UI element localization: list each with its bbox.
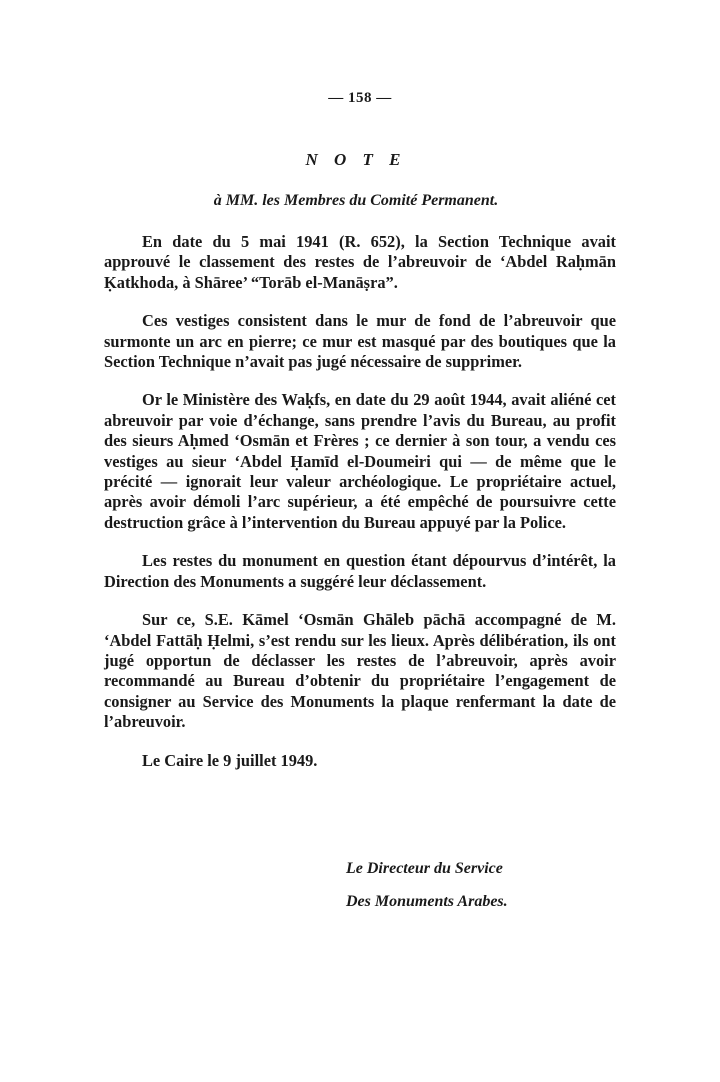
paragraph-site-visit: Sur ce, S.E. Kāmel ‘Osmān Ghāleb pāchā accompagné de M. ‘Abdel Fattāḥ Ḥelmi, s’est rendu sur les lieux. Après délibération, ils ont jugé opportun de déclasser les restes de l’abreuvoir, après avoir recommandé au Bureau d’obtenir du propriétaire l’engagement de consigner au Service des Monuments la plaque renfermant la date de l’abreuvoir.	[104, 610, 616, 732]
signature-line-2: Des Monuments Arabes.	[346, 893, 508, 910]
signature-line-1: Le Directeur du Service	[346, 860, 503, 877]
paragraph-classification: En date du 5 mai 1941 (R. 652), la Section Technique avait approuvé le classement des restes de l’abreuvoir de ‘Abdel Raḥmān Ḳatkhoda, à Shāree’ “Torāb el-Manāṣra”.	[104, 232, 616, 292]
paragraph-vestiges: Ces vestiges consistent dans le mur de fond de l’abreuvoir que surmonte un arc en pierre; ce mur est masqué par des boutiques que la Section Technique n’avait pas jugé nécessaire de supprimer.	[104, 311, 616, 372]
paragraph-declassement: Les restes du monument en question étant dépourvus d’intérêt, la Direction des Monuments a suggéré leur déclassement.	[104, 551, 616, 591]
note-body	[104, 232, 616, 789]
addressee-line: à MM. les Membres du Comité Permanent.	[213, 192, 499, 209]
date-line: Le Caire le 9 juillet 1949.	[142, 750, 318, 770]
page-number: — 158 —	[328, 90, 392, 106]
note-title: N O T E	[305, 150, 407, 169]
paragraph-alienation: Or le Ministère des Waḳfs, en date du 29 août 1944, avait aliéné cet abreuvoir par voie d’échange, sans prendre l’avis du Bureau, au profit des sieurs Aḥmed ‘Osmān et Frères ; ce dernier à son tour, a vendu ces vestiges au sieur ‘Abdel Ḥamīd el-Doumeiri qui — de même que le précité — ignorait leur valeur archéologique. Le propriétaire actuel, après avoir démoli l’arc supérieur, a été empêché de poursuivre cette destruction grâce à l’intervention du Bureau appuyé par la Police.	[104, 390, 616, 532]
signature-block	[346, 852, 606, 918]
